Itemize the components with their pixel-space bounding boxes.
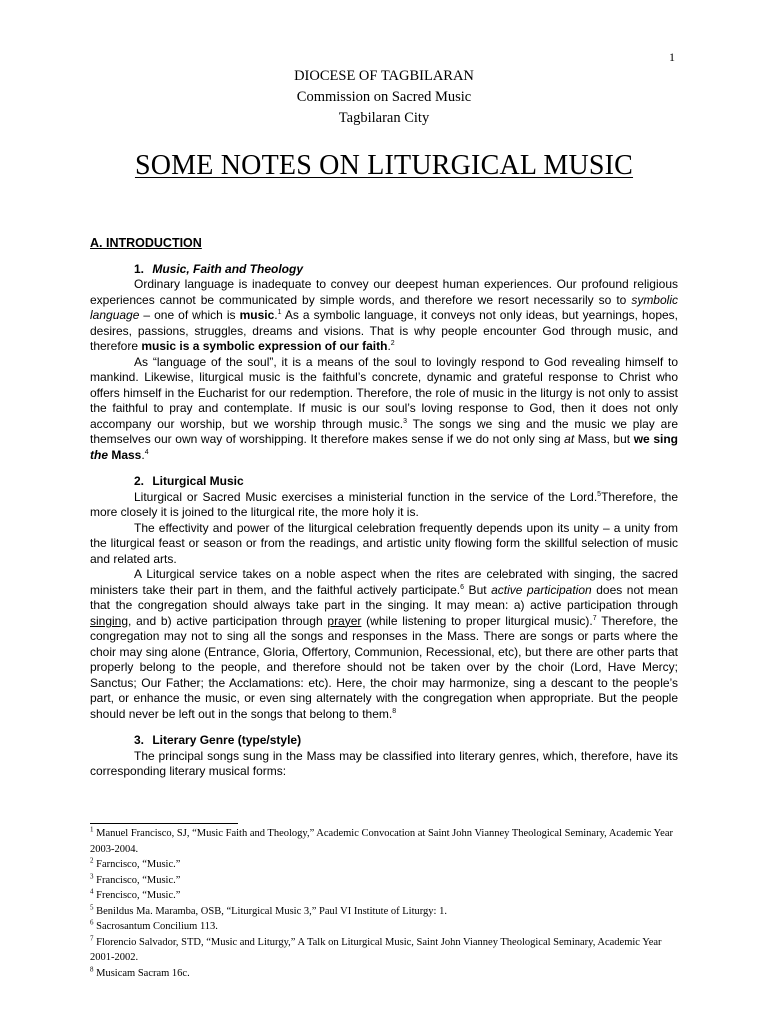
- document-body: [90, 236, 678, 780]
- paragraph-language-of-soul: As “language of the soul”, it is a means of the soul to lovingly respond to God revealing himself to mankind. Likewise, liturgical music is the faithful’s concrete, dynamic and grateful response to Christ who offers himself in the Eucharist for our redemption. Therefore, the role of music in the liturgy is not only to assist the faithful to pray and contemplate. If music is our soul’s loving response to God, then it does not only accompany our worship, but we worship through music.$^3$ The songs we sing and the music we play are themselves our own way of worshipping. It therefore makes sense if we do not only sing at Mass, but we sing the Mass.$^4$: [90, 354, 678, 462]
- footnote-3: $^3$ Francisco, “Music.”: [90, 872, 181, 886]
- footnote-ref: 7: [592, 614, 597, 622]
- footnote-ref: 6: [460, 583, 465, 591]
- footnote-5: $^5$ Benildus Ma. Maramba, OSB, “Liturgical Music 3,” Paul VI Institute of Liturgy: 1.: [90, 903, 447, 917]
- subheading-liturgical-music: 2. Liturgical Music: [134, 474, 244, 488]
- paragraph-active-participation: A Liturgical service takes on a noble aspect when the rites are celebrated with singing, the sacred ministers take their part in them, and the faithful actively participate.$^6$ But active participation does not mean that the congregation should always take part in the singing. It may mean: a) active participation through singing, and b) active participation through prayer (while listening to proper liturgical music).$^7$ Therefore, the congregation may not to sing all the songs and responses in the Mass. There are songs or parts where the choir may sing alone (Entrance, Gloria, Offertory, Communion, Recessional, etc), but there are other parts that properly belong to the people, and therefore should not be taken over by the choir (Lord, Have Mercy; Sanctus; Our Father; the Acclamations: etc). Here, the choir may harmonize, sing a descant to the people’s part, or enhance the music, or even sing alternately with the congregation when appropriate. But the people should never be left out in the songs that belong to them.$^8$: [90, 567, 679, 721]
- header-commission: Commission on Sacred Music: [296, 89, 472, 105]
- paragraph-principal-songs: The principal songs sung in the Mass may be classified into literary genres, which, therefore, have its corresponding literary musical forms:: [90, 748, 678, 778]
- footnote-1: $^1$ Manuel Francisco, SJ, “Music Faith and Theology,” Academic Convocation at Saint John Vianney Theological Seminary, Academic Year 2003-2004.: [90, 825, 673, 855]
- paragraph-effectivity: The effectivity and power of the liturgical celebration frequently depends upon its unity – a unity from the liturgical feast or season or from the readings, and artistic unity flowing form the skillful selection of music and related arts.: [90, 520, 678, 566]
- footnote-7: $^7$ Florencio Salvador, STD, “Music and Liturgy,” A Talk on Liturgical Music, Saint John Vianney Theological Seminary, Academic Year 2001-2002.: [90, 934, 662, 963]
- footnote-8: $^8$ Musicam Sacram 16c.: [90, 965, 190, 979]
- header-diocese: DIOCESE OF TAGBILARAN: [294, 68, 474, 84]
- footnote-ref: 8: [392, 707, 397, 715]
- header-city: Tagbilaran City: [338, 110, 430, 126]
- paragraph-ministerial-function: Liturgical or Sacred Music exercises a ministerial function in the service of the Lord.$^5$Therefore, the more closely it is joined to the liturgical rite, the more holy it is.: [90, 489, 678, 519]
- footnote-separator: [90, 823, 238, 824]
- footnotes: [90, 826, 678, 981]
- footnote-4: $^4$ Frencisco, “Music.”: [90, 887, 181, 901]
- footnote-ref: 2: [390, 340, 395, 347]
- footnote-ref: 4: [144, 448, 149, 456]
- footnote-ref: 3: [403, 417, 407, 425]
- subheading-music-faith-theology: 1. Music, Faith and Theology: [134, 261, 304, 276]
- document-title: SOME NOTES ON LITURGICAL MUSIC: [134, 150, 634, 181]
- footnote-ref: 1: [277, 309, 282, 316]
- paragraph-ordinary-language: Ordinary language is inadequate to convey our deepest human experiences. Our profound religious experiences cannot be communicated by simple words, and therefore we resort necessarily so to symbolic language – one of which is music.$^1$ As a symbolic language, it conveys not only ideas, but yearnings, hopes, desires, passions, struggles, dreams and visions. That is why people encounter God through music, and therefore music is a symbolic expression of our faith.$^2$: [90, 277, 678, 353]
- footnote-ref: 5: [597, 490, 602, 498]
- subheading-literary-genre: 3. Literary Genre (type/style): [134, 733, 302, 747]
- footnote-2: $^2$ Farncisco, “Music.”: [90, 856, 181, 870]
- section-heading-introduction: A. INTRODUCTION: [90, 236, 202, 250]
- document-header: [0, 66, 768, 129]
- page-number: 1: [669, 50, 675, 64]
- footnote-6: $^6$ Sacrosantum Concilium 113.: [90, 918, 218, 932]
